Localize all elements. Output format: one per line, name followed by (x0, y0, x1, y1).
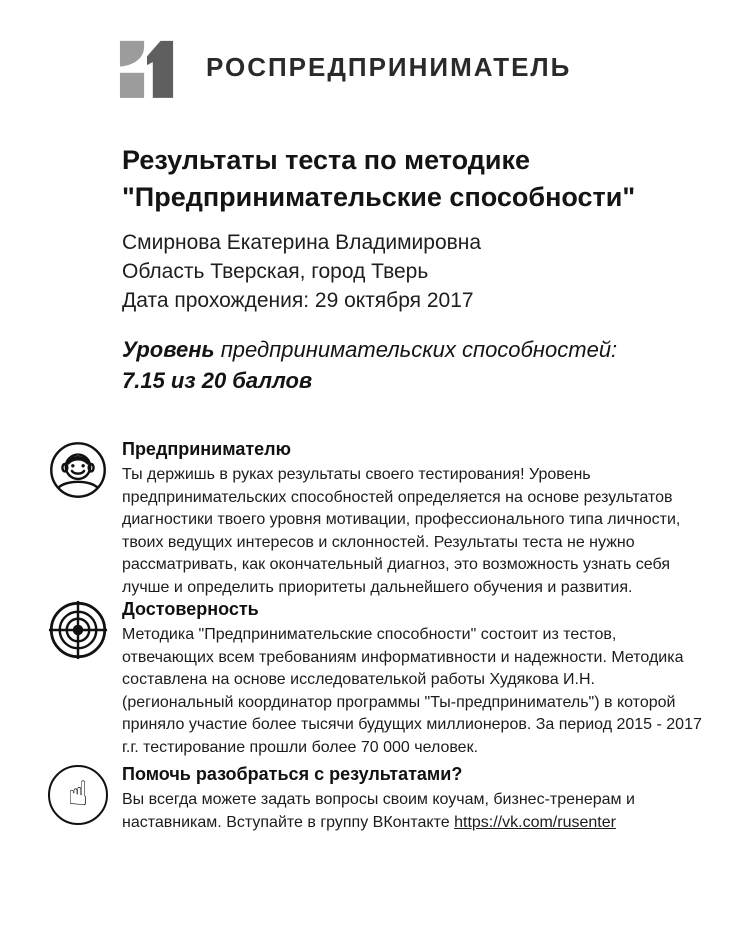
section-help-body (122, 789, 704, 834)
level-block (122, 334, 617, 396)
level-label (122, 334, 617, 365)
section-entrepreneur (48, 438, 704, 599)
section-help (48, 763, 704, 834)
section-help-content (122, 763, 704, 834)
logo (118, 36, 571, 98)
section-reliability (48, 598, 704, 759)
section-entrepreneur-body: Ты держишь в руках результаты своего тестирования! Уровень предпринимательских способностей определяется на основе результатов диагностики твоего уровня мотивации, профессионального типа личности, твоих ведущих интересов и склонностей. Результаты теста не нужно рассматривать, как окончательный диагноз, это возможность узнать себя лучше и определить приоритеты дальнейшего обучения и развития. (122, 466, 681, 596)
section-entrepreneur-content (122, 438, 704, 599)
vk-group-link[interactable]: https://vk.com/rusenter (454, 813, 616, 831)
section-reliability-heading: Достоверность (122, 599, 259, 619)
user-name: Смирнова Екатерина Владимировна (122, 231, 482, 254)
person-face-icon (48, 440, 108, 500)
page-title (122, 142, 635, 216)
user-location: Область Тверская, город Тверь (122, 260, 429, 283)
level-label-italic: предпринимательских способностей: (220, 337, 618, 362)
target-icon (48, 600, 108, 660)
logo-wordmark: РОСПРЕДПРИНИМАТЕЛЬ (206, 51, 572, 82)
section-reliability-content (122, 598, 704, 759)
section-help-heading: Помочь разобраться с результатами? (122, 764, 463, 784)
level-label-bold: Уровень (122, 337, 215, 362)
user-info (122, 228, 481, 315)
rospredprinimatel-logo-icon (118, 36, 176, 98)
pointing-hand-icon: ☝ (48, 765, 108, 825)
section-entrepreneur-heading: Предпринимателю (122, 439, 291, 459)
test-date: Дата прохождения: 29 октября 2017 (122, 289, 474, 312)
page-title-line2: "Предпринимательские способности" (122, 182, 636, 212)
level-score: 7.15 из 20 баллов (122, 368, 313, 393)
section-help-text: Вы всегда можете задать вопросы своим коучам, бизнес-тренерам и наставникам. Вступайте в группу ВКонтакте (122, 791, 635, 831)
page-title-line1: Результаты теста по методике (122, 145, 531, 175)
section-reliability-body: Методика "Предпринимательские способности" состоит из тестов, отвечающих всем требованиям информативности и надежности. Методика составлена на основе исследователькой работы Худякова И.Н. (региональный координатор программы "Ты-предприниматель") в которой приняло участие более тысячи будущих миллионеров. За период 2015 - 2017 г.г. тестирование прошли более 70 000 человек. (122, 626, 702, 756)
